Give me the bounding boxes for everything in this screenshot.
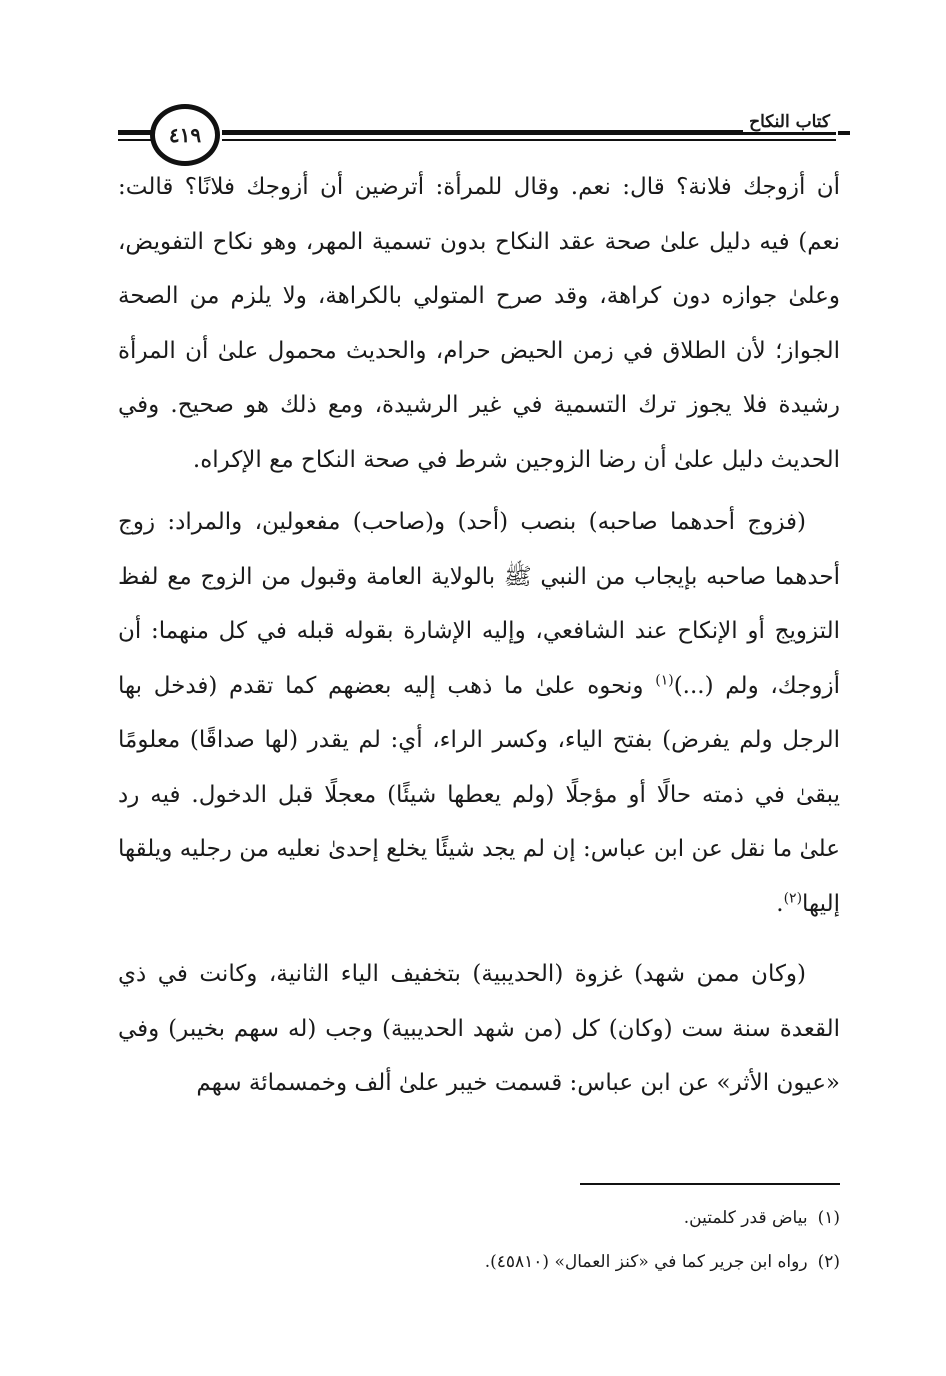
header-rule-right-thin <box>222 139 836 141</box>
paragraph-2-end: . <box>776 890 784 917</box>
running-title: كتاب النكاح <box>743 112 836 132</box>
footnote-1 <box>118 1196 840 1240</box>
page-number: ٤١٩ <box>150 104 220 166</box>
footnotes <box>118 1196 840 1284</box>
footnote-rule <box>580 1183 840 1185</box>
footnote-ref-1[interactable]: (١) <box>655 671 674 688</box>
body-text <box>118 160 840 1111</box>
footnote-ref-2[interactable]: (٢) <box>783 889 803 906</box>
paragraph-2 <box>118 495 840 931</box>
paragraph-3: (وكان ممن شهد) غزوة (الحديبية) بتخفيف الياء الثانية، وكانت في ذي القعدة سنة ست (وكان) كل (من شهد الحديبية) وجب (له سهم بخيبر) وفي «عيون الأثر» عن ابن عباس: قسمت خيبر علىٰ ألف وخمسمائة سهم <box>118 961 840 1096</box>
footnote-2 <box>118 1240 840 1284</box>
footnote-2-text: رواه ابن جرير كما في «كنز العمال» (٤٥٨١٠). <box>484 1252 808 1272</box>
paragraph-2-part-b: ونحوه علىٰ ما ذهب إليه بعضهم كما تقدم (فدخل بها الرجل ولم يفرض) بفتح الياء، وكسر الراء، أي: لم يقدر (لها صداقًا) معلومًا يبقىٰ في ذمته حالًا أو مؤجلًا (ولم يعطها شيئًا) معجلًا قبل الدخول. فيه رد علىٰ ما نقل عن ابن عباس: إن لم يجد شيئًا يخلع إحدىٰ نعليه من رجليه ويلقها إليها <box>118 672 840 917</box>
footnote-2-number: (٢) <box>817 1252 840 1272</box>
header-dash <box>838 131 850 135</box>
paragraph-1: أن أزوجك فلانة؟ قال: نعم. وقال للمرأة: أترضين أن أزوجك فلانًا؟ قالت: نعم) فيه دليل علىٰ صحة عقد النكاح بدون تسمية المهر، وهو نكاح التفويض، وعلىٰ جوازه دون كراهة، وقد صرح المتولي بالكراهة، ولا يلزم من الصحة الجواز؛ لأن الطلاق في زمن الحيض حرام، والحديث محمول علىٰ أن المرأة رشيدة فلا يجوز ترك التسمية في غير الرشيدة، ومع ذلك هو صحيح. وفي الحديث دليل علىٰ أن رضا الزوجين شرط في صحة النكاح مع الإكراه. <box>118 174 840 473</box>
footnote-1-number: (١) <box>817 1208 840 1228</box>
footnote-1-text: بياض قدر كلمتين. <box>683 1208 808 1228</box>
paragraph-2-part-a: (فزوج أحدهما صاحبه) بنصب (أحد) و(صاحب) مفعولين، والمراد: زوج أحدهما صاحبه بإيجاب من النبي ﷺ بالولاية العامة وقبول من الزوج مع لفظ التزويج أو الإنكاح عند الشافعي، وإليه الإشارة بقوله قبله في كل منهما: أن أزوجك، ولم (...) <box>118 509 840 699</box>
